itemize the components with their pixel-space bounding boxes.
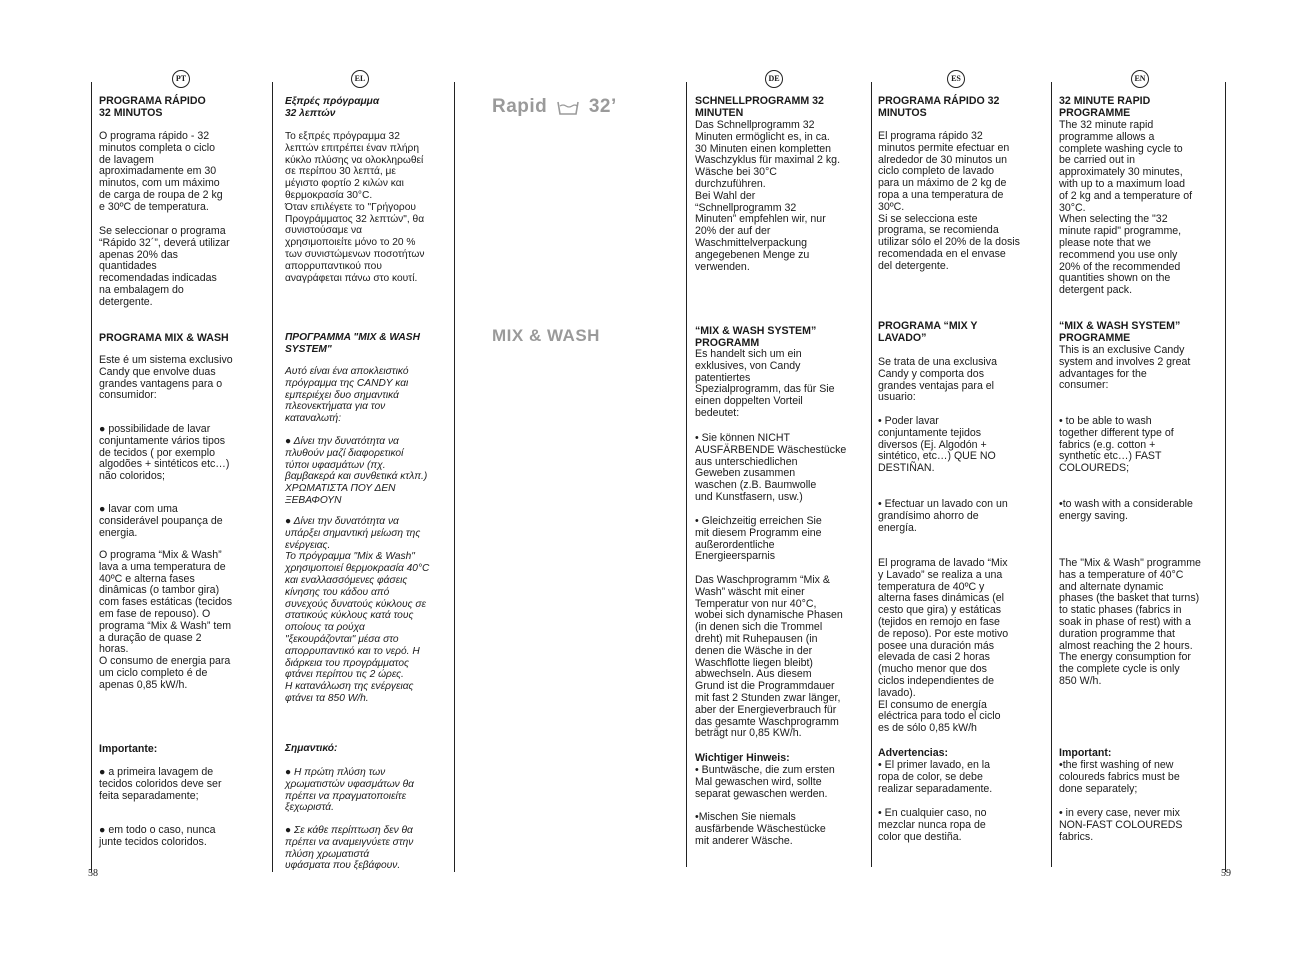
en-mix-text: The "Mix & Wash" programme has a temperature of 40°C and alternate dynamic phases (the basket that turns) to static phases (fabrics in soak in phase of rest) with a duration programme that almost reaching the 2 hours. The energy consumption for the complete cycle is only 850 W/h. <box>1059 557 1201 687</box>
es-mix-heading: PROGRAMA “MIX Y LAVADO” <box>878 320 978 344</box>
es-rapid-text: El programa rápido 32 minutos permite efectuar en alrededor de 30 minutos un ciclo completo de lavado para un máximo de 2 kg de ropa a una temperatura de 30ºC. Si se selecciona este programa, se recomienda utilizar sólo el 20% de la dosis recomendada en el envase del detergente. <box>878 130 1020 272</box>
de-mix-bullet-2: • Gleichzeitig erreichen Sie mit diesem Programm eine außerordentliche Energieersparnis <box>695 515 822 563</box>
en-important-heading: Important: <box>1059 747 1112 759</box>
pt-important-1: ● a primeira lavagem de tecidos coloridos deve ser feita separadamente; <box>99 766 222 802</box>
de-mix-bullet-1: • Sie können NICHT AUSFÄRBENDE Wäschestücke aus unterschiedlichen Geweben zusammen waschen (z.B. Baumwolle und Kunstfasern, usw.) <box>695 432 847 503</box>
en-rapid-heading: 32 MINUTE RAPID PROGRAMME <box>1059 95 1151 119</box>
column-divider <box>454 82 455 872</box>
de-rapid-heading: SCHNELLPROGRAMM 32 MINUTEN <box>695 95 824 119</box>
pt-important-2: ● em todo o caso, nunca junte tecidos coloridos. <box>99 824 216 848</box>
pt-mix-heading: PROGRAMA MIX & WASH <box>99 332 229 344</box>
el-important-1: ● Η πρώτη πλύση των χρωματιστών υφασμάτων θα πρέπει να πραγματοποιείτε ξεχωριστά. <box>285 767 414 814</box>
de-important-heading: Wichtiger Hinweis: <box>695 752 790 764</box>
en-mix-bullet-1: • to be able to wash together different type of fabrics (e.g. cotton + synthetic etc…) FAST COLOUREDS; <box>1059 415 1174 475</box>
de-mix-intro: Es handelt sich um ein exklusives, von Candy patentiertes Spezialprogramm, das für Sie einen doppelten Vorteil bedeutet: <box>695 348 835 419</box>
es-mix-intro: Se trata de una exclusiva Candy y comporta dos grandes ventajas para el usuario: <box>878 356 997 404</box>
language-badge-de: DE <box>765 70 783 88</box>
el-mix-heading: ΠΡΟΓΡΑΜΜΑ "MIX & WASH SYSTEM" <box>285 332 420 355</box>
el-mix-bullet-2: ● Δίνει την δυνατότητα να υπάρξει σημαντική μείωση της ενέργειας. Το πρόγραμμα "Mix & Wash" χρησιμοποιεί θερμοκρασία 40°C και εναλλασσόμενες φάσεις κίνησης του κάδου από συνεχούς δυνατούς κύκλους σε στατικούς κύκλους κατά τους οποίους τα ρούχα "ξεκουράζονται" μέσα στο απορρυπαντικό και το νερό. Η διάρκεια του προγράμματος φτάνει περίπου τις 2 ώρες. Η κατανάλωση της ενέργειας φτάνει τα 850 W/h. <box>285 516 430 704</box>
rapid-time: 32’ <box>588 96 617 117</box>
de-rapid-text: Das Schnellprogramm 32 Minuten ermöglicht es, in ca. 30 Minuten einen kompletten Waschzyklus für maximal 2 kg. Wäsche bei 30°C durchzuführen. Bei Wahl der “Schnellprogramm 32 Minuten” empfehlen wir, nur 20% der auf der Waschmittelverpackung angegebenen Menge zu verwenden. <box>695 119 841 273</box>
es-important-heading: Advertencias: <box>878 747 949 759</box>
pt-mix-bullet-1: ● possibilidade de lavar conjuntamente vários tipos de tecidos ( por exemplo algodões + sintéticos etc…) não coloridos; <box>99 423 230 483</box>
pt-mix-bullet-2: ● lavar com uma considerável poupança de energia. <box>99 503 223 539</box>
pt-important-heading: Importante: <box>99 743 158 755</box>
el-important-heading: Σημαντικό: <box>285 743 338 754</box>
pt-mix-text: O programa “Mix & Wash” lava a uma temperatura de 40ºC e alterna fases dinâmicas (o tambor gira) com fases estáticas (tecidos em fase de repouso). O programa “Mix & Wash” tem a duração de quase 2 horas. O consumo de energia para um ciclo completo é de apenas 0,85 kW/h. <box>99 549 233 691</box>
de-important-1: • Buntwäsche, die zum ersten Mal gewaschen wird, sollte separat gewaschen werden. <box>695 764 835 800</box>
pt-rapid-note: Se seleccionar o programa “Rápido 32´”, deverá utilizar apenas 20% das quantidades recomendadas indicadas na embalagem do detergente. <box>99 225 230 308</box>
column-divider <box>871 82 872 867</box>
el-rapid-text: Το εξπρές πρόγραμμα 32 λεπτών επιτρέπει έναν πλήρη κύκλο πλύσης να ολοκληρωθεί σε περίπου 30 λεπτά, με μέγιστο φορτίο 2 κιλών και θερμοκρασία 30°C. Όταν επιλέγετε το "Γρήγορου Προγράμματος 32 λεπτών", θα συνιστούσαμε να χρησιμοποιείτε μόνο το 20 % των συνιστώμενων ποσοτήτων απορρυπαντικού που αναγράφεται πάνω στο κουτί. <box>285 131 425 284</box>
column-divider <box>272 82 273 872</box>
de-important-2: •Mischen Sie niemals ausfärbende Wäschestücke mit anderer Wäsche. <box>695 811 826 847</box>
en-mix-heading: “MIX & WASH SYSTEM” PROGRAMME <box>1059 320 1181 344</box>
pt-rapid-heading: PROGRAMA RÁPIDO 32 MINUTOS <box>99 95 206 119</box>
el-important-2: ● Σε κάθε περίπτωση δεν θα πρέπει να αναμειγνύετε στην πλύση χρωματιστά υφάσματα που ξεβάφουν. <box>285 825 414 872</box>
es-mix-text: El programa de lavado “Mix y Lavado” se realiza a una temperatura de 40ºC y alterna fases dinámicas (el cesto que gira) y estáticas (tejidos en remojo en fase de reposo). Por este motivo posee una duración más elevada de casi 2 horas (mucho menor que dos ciclos independientes de lavado). El consumo de energía eléctrica para todo el ciclo es de sólo 0,85 kW/h <box>878 557 1009 735</box>
en-rapid-text: The 32 minute rapid programme allows a complete washing cycle to be carried out in approximately 30 minutes, with up to a maximum load of 2 kg and a temperature of 30°C. When selecting the "32 minute rapid" programme, please note that we recommend you use only 20% of the recommended quantities shown on the detergent pack. <box>1059 119 1193 297</box>
el-mix-bullet-1: ● Δίνει την δυνατότητα να πλυθούν μαζί διαφορετικοί τύποι υφασμάτων (πχ. βαμβακερά και συνθετικά κτλπ.) ΧΡΩΜΑΤΙΣΤΑ ΠΟΥ ΔΕΝ ΞΕΒΑΦΟΥΝ <box>285 436 428 506</box>
column-divider <box>686 82 687 867</box>
language-badge-en: EN <box>1131 70 1149 88</box>
language-badge-el: EL <box>351 70 369 88</box>
rapid-label: Rapid <box>492 96 548 117</box>
en-mix-bullet-2: •to wash with a considerable energy saving. <box>1059 498 1193 522</box>
de-mix-heading: “MIX & WASH SYSTEM” PROGRAMM <box>695 325 817 349</box>
column-divider <box>91 82 92 872</box>
column-divider <box>1225 82 1226 872</box>
es-mix-bullet-2: • Efectuar un lavado con un grandísimo ahorro de energía. <box>878 498 1008 534</box>
en-important-2: • in every case, never mix NON-FAST COLOUREDS fabrics. <box>1059 807 1183 843</box>
en-important-1: •the first washing of new coloureds fabrics must be done separately; <box>1059 759 1180 795</box>
language-badge-pt: PT <box>172 70 190 88</box>
rapid-heading <box>492 96 617 118</box>
de-mix-text: Das Waschprogramm “Mix & Wash” wäscht mit einer Temperatur von nur 40°C, wobei sich dynamische Phasen (in denen sich die Trommel dreht) mit Ruhepausen (in denen die Wäsche in der Waschflotte liegen bleibt) abwechseln. Aus diesem Grund ist die Programmdauer mit fast 2 Stunden zwar länger, aber der Energieverbrauch für das gesamte Waschprogramm beträgt nur 0,85 KW/h. <box>695 574 843 740</box>
mix-wash-heading: MIX & WASH <box>492 326 600 345</box>
pt-mix-intro: Este é um sistema exclusivo Candy que envolve duas grandes vantagens para o consumidor: <box>99 354 233 402</box>
es-rapid-heading: PROGRAMA RÁPIDO 32 MINUTOS <box>878 95 1000 119</box>
page-number-left: 58 <box>88 868 98 879</box>
wash-tub-icon <box>557 99 579 115</box>
en-mix-intro: This is an exclusive Candy system and involves 2 great advantages for the consumer: <box>1059 344 1191 392</box>
pt-rapid-text: O programa rápido - 32 minutos completa o ciclo de lavagem aproximadamente em 30 minutos, com um máximo de carga de roupa de 2 kg e 30ºC de temperatura. <box>99 130 223 213</box>
language-badge-es: ES <box>947 70 965 88</box>
el-mix-intro: Αυτό είναι ένα αποκλειστικό πρόγραμμα της CANDY και εμπεριέχει δυο σημαντικά πλεονεκτήματα για τον καταναλωτή: <box>285 366 409 425</box>
el-rapid-heading: Εξπρές πρόγραμμα 32 λεπτών <box>285 96 380 119</box>
es-mix-bullet-1: • Poder lavar conjuntamente tejidos diversos (Ej. Algodón + sintético, etc…) QUE NO DESTIÑAN. <box>878 415 996 475</box>
page-number-right: 59 <box>1221 868 1231 879</box>
es-important-2: • En cualquier caso, no mezclar nunca ropa de color que destiña. <box>878 807 987 843</box>
column-divider <box>1051 82 1052 867</box>
es-important-1: • El primer lavado, en la ropa de color, se debe realizar separadamente. <box>878 759 993 795</box>
